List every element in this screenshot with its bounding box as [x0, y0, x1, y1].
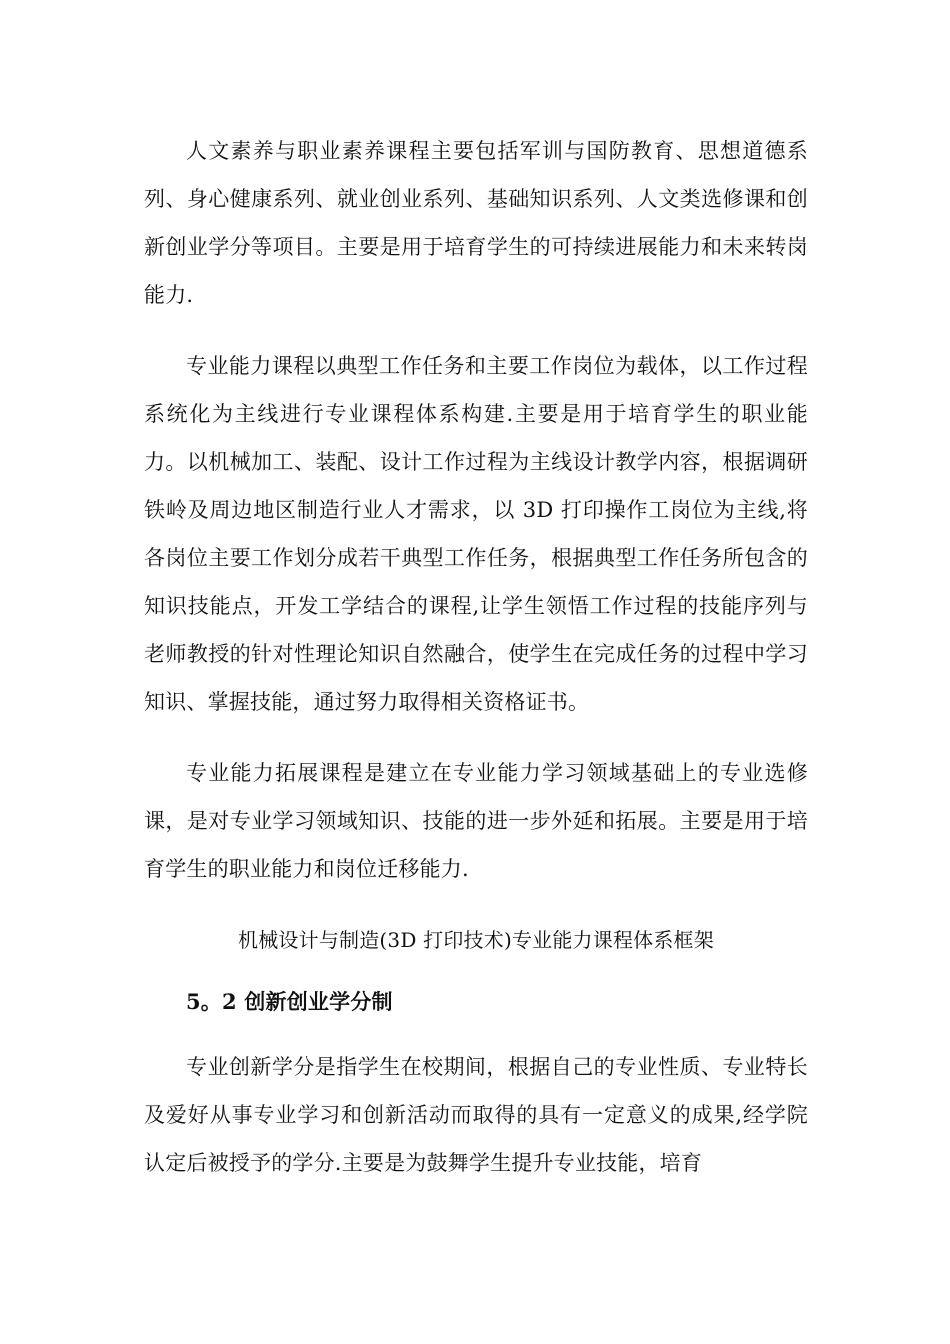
document-body [144, 127, 808, 1210]
paragraph-innovation-credits: 专业创新学分是指学生在校期间，根据自己的专业性质、专业特长及爱好从事专业学习和创新活动而取得的具有一定意义的成果,经学院认定后被授予的学分.主要是为鼓舞学生提升专业技能，培育 [144, 1055, 808, 1175]
figure-caption: 机械设计与制造(3D 打印技术)专业能力课程体系框架 [238, 928, 714, 952]
section-heading: 5。2 创新创业学分制 [186, 989, 393, 1014]
paragraph-professional-courses: 专业能力课程以典型工作任务和主要工作岗位为载体，以工作过程系统化为主线进行专业课程体系构建.主要是用于培育学生的职业能力。以机械加工、装配、设计工作过程为主线设计教学内容，根据调研铁岭及周边地区制造行业人才需求，以 3D 打印操作工岗位为主线,将各岗位主要工作划分成若干典型工作任务，根据典型工作任务所包含的知识技能点，开发工学结合的课程,让学生领悟工作过程的技能序列与老师教授的针对性理论知识自然融合，使学生在完成任务的过程中学习知识、掌握技能，通过努力取得相关资格证书。 [144, 354, 808, 714]
paragraph-humanities-courses: 人文素养与职业素养课程主要包括军训与国防教育、思想道德系列、身心健康系列、就业创业系列、基础知识系列、人文类选修课和创新创业学分等项目。主要是用于培育学生的可持续进展能力和未来转岗能力. [144, 139, 808, 307]
paragraph-extension-courses: 专业能力拓展课程是建立在专业能力学习领域基础上的专业选修课，是对专业学习领域知识、技能的进一步外延和拓展。主要是用于培育学生的职业能力和岗位迁移能力. [144, 761, 808, 881]
